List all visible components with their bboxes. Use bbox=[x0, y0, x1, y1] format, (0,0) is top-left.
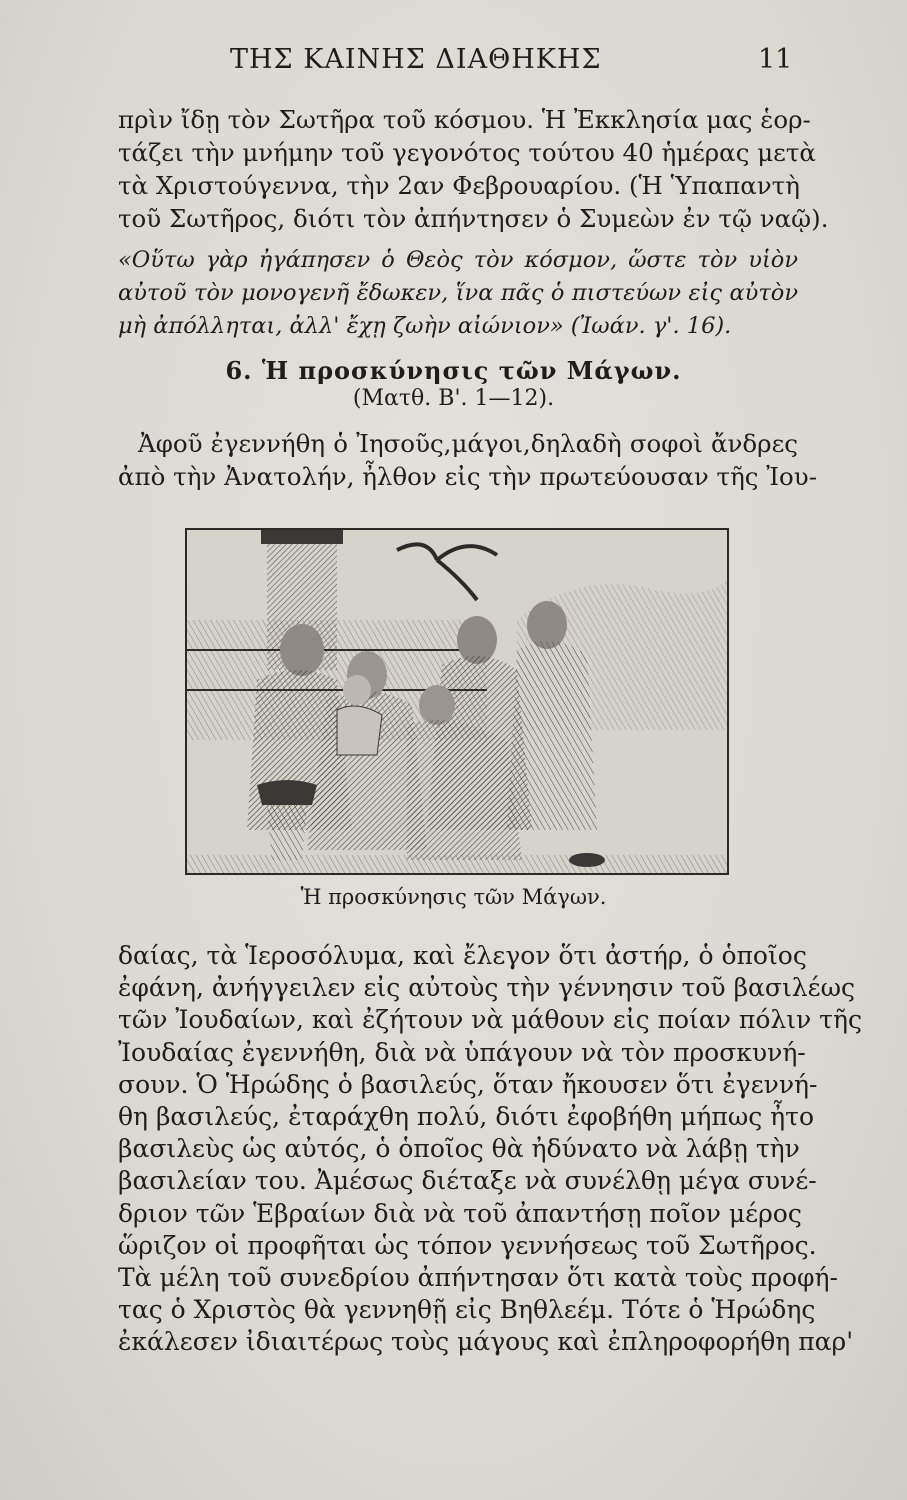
text-line: θη βασιλεύς, ἐταράχθη πολύ, διότι ἐφοβήθη μήπως ἦτο bbox=[118, 1102, 815, 1132]
text-line: Ἰουδαίας ἐγεννήθη, διὰ νὰ ὑπάγουν νὰ τὸν προσκυνή- bbox=[118, 1037, 806, 1067]
paragraph-top bbox=[118, 103, 829, 235]
text-line: ἐφάνη, ἀνήγγειλεν εἰς αὐτοὺς τὴν γέννησιν τοῦ βασιλέως bbox=[118, 973, 855, 1003]
text-line: τοῦ Σωτῆρος, διότι τὸν ἀπήντησεν ὁ Συμεὼν ἐν τῷ ναῷ). bbox=[118, 204, 829, 233]
text-line: Τὰ μέλη τοῦ συνεδρίου ἀπήντησαν ὅτι κατὰ τοὺς προφή- bbox=[118, 1263, 838, 1293]
running-header bbox=[150, 44, 800, 75]
text-line: δαίας, τὰ Ἱεροσόλυμα, καὶ ἔλεγον ὅτι ἀστήρ, ὁ ὁποῖος bbox=[118, 941, 807, 970]
text-line: σουν. Ὁ Ἡρώδης ὁ βασιλεύς, ὅταν ἤκουσεν ὅτι ἐγεννή- bbox=[118, 1069, 818, 1099]
paragraph-intro bbox=[118, 427, 817, 493]
text-line: πρὶν ἴδῃ τὸν Σωτῆρα τοῦ κόσμου. Ἡ Ἐκκλησία μας ἑορ- bbox=[118, 105, 811, 134]
text-line: τάζει τὴν μνήμην τοῦ γεγονότος τούτου 40 ἡμέρας μετὰ bbox=[118, 138, 816, 167]
text-line: ἐκάλεσεν ἰδιαιτέρως τοὺς μάγους καὶ ἐπληροφορήθη παρ' bbox=[118, 1327, 854, 1357]
text-line: τας ὁ Χριστὸς θὰ γεννηθῇ εἰς Βηθλεέμ. Τότε ὁ Ἡρώδης bbox=[118, 1295, 816, 1325]
quote-line: μὴ ἀπόλληται, ἀλλ' ἔχῃ ζωὴν αἰώνιον» (Ἰωάν. γ'. 16). bbox=[118, 313, 732, 339]
text-line: βασιλεὺς ὡς αὐτός, ὁ ὁποῖος θὰ ἠδύνατο νὰ λάβῃ τὴν bbox=[118, 1134, 800, 1164]
section-reference: (Ματθ. Β'. 1—12). bbox=[352, 386, 555, 411]
engraving-illustration bbox=[185, 528, 729, 875]
page-number: 11 bbox=[758, 44, 793, 75]
text-line: ἀπὸ τὴν Ἀνατολήν, ἦλθον εἰς τὴν πρωτεύουσαν τῆς Ἰου- bbox=[118, 462, 817, 491]
scripture-quote bbox=[118, 244, 798, 343]
text-line: βασιλείαν του. Ἀμέσως διέταξε νὰ συνέλθῃ μέγα συνέ- bbox=[118, 1166, 817, 1196]
text-line: τῶν Ἰουδαίων, καὶ ἐζήτουν νὰ μάθουν εἰς ποίαν πόλιν τῆς bbox=[118, 1005, 862, 1035]
section-title: 6. Ἡ προσκύνησις τῶν Μάγων. bbox=[225, 356, 682, 385]
running-title: ΤΗΣ ΚΑΙΝΗΣ ΔΙΑΘΗΚΗΣ bbox=[230, 44, 602, 75]
quote-line: αὐτοῦ τὸν μονογενῆ ἔδωκεν, ἵνα πᾶς ὁ πιστεύων εἰς αὐτὸν bbox=[118, 280, 798, 306]
text-line: τὰ Χριστούγεννα, τὴν 2αν Φεβρουαρίου. (Ἡ Ὑπαπαντὴ bbox=[118, 171, 800, 200]
text-line: Ἀφοῦ ἐγεννήθη ὁ Ἰησοῦς,μάγοι,δηλαδὴ σοφοὶ ἄνδρες bbox=[138, 429, 798, 458]
quote-line: «Οὕτω γὰρ ἠγάπησεν ὁ Θεὸς τὸν κόσμον, ὥστε τὸν υἱὸν bbox=[118, 247, 798, 273]
text-line: δριον τῶν Ἑβραίων διὰ νὰ τοῦ ἀπαντήσῃ ποῖον μέρος bbox=[118, 1198, 802, 1228]
text-line: ὥριζον οἱ προφῆται ὡς τόπον γεννήσεως τοῦ Σωτῆρος. bbox=[118, 1230, 817, 1260]
paragraph-body bbox=[118, 940, 862, 1359]
adoration-of-magi-engraving bbox=[187, 530, 727, 873]
figure-caption: Ἡ προσκύνησις τῶν Μάγων. bbox=[300, 885, 607, 909]
